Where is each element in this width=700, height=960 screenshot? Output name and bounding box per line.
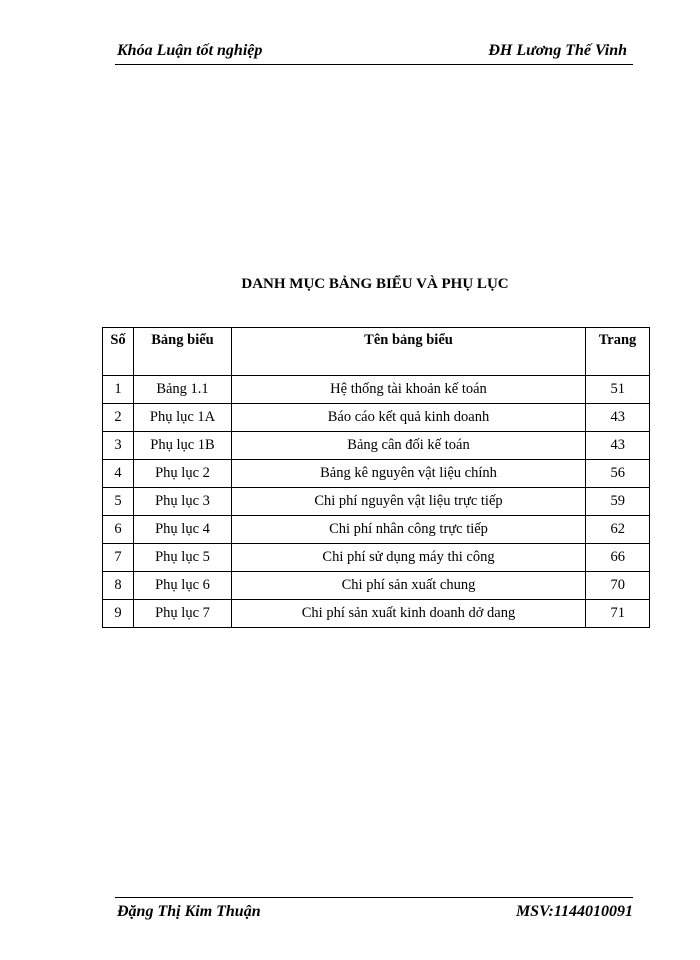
cell-page: 43 <box>586 432 650 460</box>
footer-student-id: MSV:1144010091 <box>515 903 633 920</box>
cell-name: Bảng kê nguyên vật liệu chính <box>232 460 586 488</box>
table-row <box>103 432 650 460</box>
cell-table: Phụ lục 7 <box>134 600 232 628</box>
cell-page: 70 <box>586 572 650 600</box>
table-row <box>103 572 650 600</box>
cell-table: Phụ lục 1B <box>134 432 232 460</box>
header-thesis-label: Khóa Luận tốt nghiệp <box>117 42 263 59</box>
cell-number: 3 <box>103 432 134 460</box>
cell-number: 7 <box>103 544 134 572</box>
cell-name: Hệ thống tài khoản kế toán <box>232 376 586 404</box>
cell-table: Phụ lục 6 <box>134 572 232 600</box>
cell-table: Phụ lục 2 <box>134 460 232 488</box>
cell-table: Phụ lục 3 <box>134 488 232 516</box>
cell-number: 5 <box>103 488 134 516</box>
page-footer <box>115 897 633 928</box>
cell-number: 2 <box>103 404 134 432</box>
cell-number: 1 <box>103 376 134 404</box>
cell-page: 51 <box>586 376 650 404</box>
cell-name: Chi phí sản xuất kinh doanh dở dang <box>232 600 586 628</box>
table-row <box>103 600 650 628</box>
cell-number: 6 <box>103 516 134 544</box>
table-row <box>103 516 650 544</box>
table-row <box>103 404 650 432</box>
table-row <box>103 544 650 572</box>
cell-name: Chi phí sử dụng máy thi công <box>232 544 586 572</box>
cell-number: 4 <box>103 460 134 488</box>
page-header <box>115 40 633 65</box>
cell-table: Phụ lục 4 <box>134 516 232 544</box>
cell-name: Bảng cân đối kế toán <box>232 432 586 460</box>
column-header-page: Trang <box>586 328 650 376</box>
cell-name: Báo cáo kết quả kinh doanh <box>232 404 586 432</box>
cell-page: 62 <box>586 516 650 544</box>
table-row <box>103 488 650 516</box>
table-row <box>103 460 650 488</box>
cell-page: 71 <box>586 600 650 628</box>
column-header-number: Số <box>103 328 134 376</box>
column-header-name: Tên bảng biểu <box>232 328 586 376</box>
cell-number: 9 <box>103 600 134 628</box>
cell-name: Chi phí nguyên vật liệu trực tiếp <box>232 488 586 516</box>
cell-name: Chi phí sản xuất chung <box>232 572 586 600</box>
document-title: DANH MỤC BẢNG BIỂU VÀ PHỤ LỤC <box>241 276 509 292</box>
table-row <box>103 376 650 404</box>
column-header-table: Bảng biểu <box>134 328 232 376</box>
cell-table: Phụ lục 1A <box>134 404 232 432</box>
header-university-label: ĐH Lương Thế Vinh <box>488 42 627 59</box>
cell-name: Chi phí nhân công trực tiếp <box>232 516 586 544</box>
cell-page: 59 <box>586 488 650 516</box>
tables-list <box>102 327 650 628</box>
footer-author-name: Đặng Thị Kim Thuận <box>117 903 261 920</box>
cell-page: 43 <box>586 404 650 432</box>
cell-page: 56 <box>586 460 650 488</box>
cell-page: 66 <box>586 544 650 572</box>
cell-table: Phụ lục 5 <box>134 544 232 572</box>
table-header-row <box>103 328 650 376</box>
cell-number: 8 <box>103 572 134 600</box>
cell-table: Bảng 1.1 <box>134 376 232 404</box>
